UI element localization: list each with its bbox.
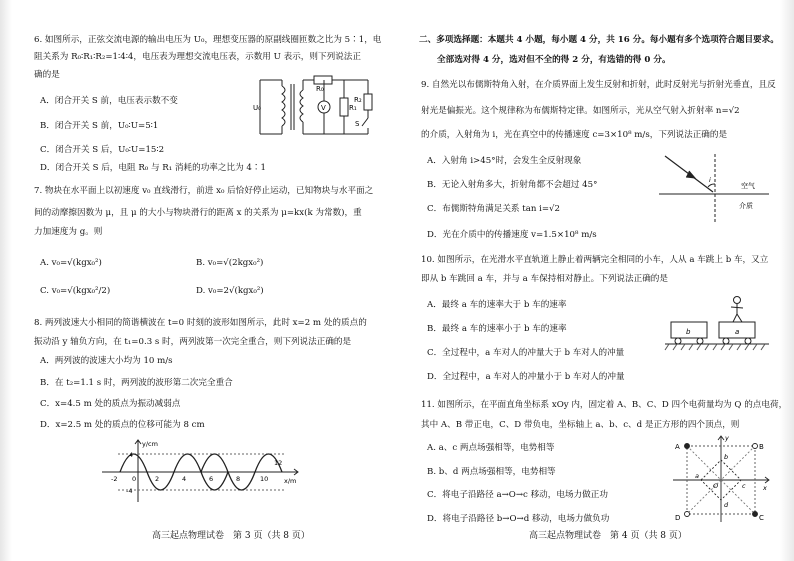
q8-option-d[interactable]: D．x=2.5 m 处的质点的位移可能为 8 cm	[40, 420, 205, 430]
q11-fig-a-label: a	[695, 472, 699, 480]
q7-stem-line1: 7. 物块在水平面上以初速度 v₀ 直线滑行，前进 x₀ 后恰好停止运动，已知物块与水平面之	[34, 186, 374, 196]
section-2-heading: 二、多项选择题：本题共 4 小题，每小题 4 分，共 16 分。每小题有多个选项符合题目要求。	[419, 35, 779, 45]
q11-option-b[interactable]: B. b、d 两点场强相等，电势相等	[427, 467, 556, 477]
q10-option-d[interactable]: D．全过程中，a 车对人的冲量小于 b 车对人的冲量	[427, 372, 625, 382]
q6-fig-u0-label: U₀	[253, 104, 261, 112]
q6-fig-s-label: S	[355, 120, 360, 128]
q6-fig-r1-label: R₁	[349, 104, 357, 112]
page-4	[397, 0, 794, 561]
q11-fig-b-label: b	[724, 453, 729, 461]
q9-option-a[interactable]: A．入射角 i>45°时，会发生全反射现象	[427, 156, 582, 166]
q11-fig-origin-label: O	[713, 482, 719, 490]
q11-fig-D-label: D	[675, 514, 681, 522]
page-3-footer: 高三起点物理试卷 第 3 页（共 8 页）	[152, 531, 310, 541]
q10-stem-line2: 即从 b 车跳回 a 车，并与 a 车保持相对静止。下列说法正确的是	[421, 274, 668, 284]
q9-option-c[interactable]: C．布儒斯特角满足关系 tan i=√2	[427, 204, 560, 214]
q6-fig-r0-label: R₀	[316, 85, 324, 93]
q11-fig-c-label: c	[742, 482, 746, 490]
q6-stem-line3: 确的是	[34, 70, 60, 80]
q6-stem-line1: 6. 如图所示，正弦交流电源的输出电压为 U₀，理想变压器的原副线圈匝数之比为 5∶1，电	[34, 35, 382, 45]
q10-carts-figure	[663, 294, 771, 354]
q9-option-b[interactable]: B．无论入射角多大，折射角都不会超过 45°	[427, 180, 598, 190]
q9-stem-line2: 射光是偏振光。这个规律称为布儒斯特定律。如图所示，光从空气射入折射率 n=√2	[421, 106, 740, 116]
q8-option-c[interactable]: C．x=4.5 m 处的质点为振动减弱点	[40, 399, 181, 409]
q10-option-a[interactable]: A．最终 a 车的速率大于 b 车的速率	[427, 300, 567, 310]
q11-fig-C-label: C	[759, 514, 764, 522]
q7-option-a[interactable]: A. v₀=√(kgx₀²)	[40, 258, 102, 268]
q11-option-a[interactable]: A. a、c 两点场强相等，电势相等	[427, 443, 555, 453]
q8-fig-xtick: -2	[111, 475, 118, 483]
q6-option-a[interactable]: A．闭合开关 S 前，电压表示数不变	[40, 96, 178, 106]
q11-charges-figure	[667, 432, 773, 524]
q10-option-b[interactable]: B．最终 a 车的速率小于 b 车的速率	[427, 324, 567, 334]
q9-option-d[interactable]: D．光在介质中的传播速度 v=1.5×10⁸ m/s	[427, 230, 597, 240]
q7-option-c[interactable]: C. v₀=√(kgx₀²/2)	[40, 286, 111, 296]
q8-fig-xtick: 6	[209, 475, 214, 483]
q8-fig-xtick: 4	[182, 475, 187, 483]
q9-stem-line3: 的介质，入射角为 i，光在真空中的传播速度 c=3×10⁸ m/s，下列说法正确的是	[421, 130, 728, 140]
q11-option-c[interactable]: C．将电子沿路径 a→O→c 移动，电场力做正功	[427, 490, 608, 500]
q7-option-b[interactable]: B. v₀=√(2kgx₀²)	[196, 258, 264, 268]
q8-stem-line2: 振动沿 y 轴负方向，在 t₁=0.3 s 时，两列波第一次完全重合，则下列说法正确的是	[34, 337, 352, 347]
q8-fig-ylabel: y/cm	[142, 440, 158, 448]
q8-fig-xtick: 12	[274, 459, 283, 467]
page-4-footer: 高三起点物理试卷 第 4 页（共 8 页）	[529, 531, 687, 541]
q6-fig-v-label: V	[321, 104, 326, 112]
q8-stem-line1: 8. 两列波速大小相同的简谐横波在 t=0 时刻的波形如图所示，此时 x=2 m 处的质点的	[34, 318, 367, 328]
q8-fig-ytick-neg4: -4	[126, 487, 133, 495]
q6-option-c[interactable]: C．闭合开关 S 后，U₀∶U=15∶2	[40, 145, 165, 155]
q8-fig-xtick: 2	[155, 475, 160, 483]
q11-fig-B-label: B	[759, 443, 764, 451]
q10-option-c[interactable]: C．全过程中，a 车对人的冲量大于 b 车对人的冲量	[427, 348, 625, 358]
q8-fig-xlabel: x/m	[284, 477, 297, 485]
q9-fig-air-label: 空气	[741, 182, 755, 190]
q8-fig-xtick: 8	[236, 475, 241, 483]
q9-fig-i-label: i	[709, 176, 711, 184]
q10-fig-cart-b-label: b	[686, 328, 691, 336]
q11-fig-x-label: x	[763, 484, 767, 492]
q6-fig-r2-label: R₂	[354, 96, 362, 104]
q8-option-b[interactable]: B．在 t₂=1.1 s 时，两列波的波形第二次完全重合	[40, 378, 233, 388]
q11-stem-line2: 其中 A、B 带正电，C、D 带负电，坐标轴上 a、b、c、d 是正方形的四个顶点，则	[421, 420, 740, 430]
q8-fig-ytick-4: 4	[129, 451, 134, 459]
q11-fig-d-label: d	[724, 501, 729, 509]
q8-fig-xtick: 0	[132, 475, 137, 483]
q8-option-a[interactable]: A．两列波的波速大小均为 10 m/s	[40, 356, 173, 366]
q7-stem-line2: 间的动摩擦因数为 μ，且 μ 的大小与物块滑行的距离 x 的关系为 μ=kx(k 为常数)，重	[34, 208, 362, 218]
q9-stem-line1: 9. 自然光以布儒斯特角入射，在介质界面上发生反射和折射，此时反射光与折射光垂直，且反	[421, 80, 776, 90]
q11-stem-line1: 11. 如图所示，在平面直角坐标系 xOy 内，固定着 A、B、C、D 四个电荷量均为 Q 的点电荷，	[421, 400, 788, 410]
section-2-scoring: 全部选对得 4 分，选对但不全的得 2 分，有选错的得 0 分。	[437, 55, 671, 65]
q8-fig-xtick: 10	[260, 475, 269, 483]
q6-option-d[interactable]: D．闭合开关 S 后，电阻 R₀ 与 R₁ 消耗的功率之比为 4∶1	[40, 163, 266, 173]
q6-stem-line2: 阻关系为 R₀∶R₁∶R₂=1∶4∶4，电压表为理想交流电压表，示数用 U 表示，则下列说法正	[34, 52, 361, 62]
q10-stem-line1: 10. 如图所示，在光滑水平直轨道上静止着两辆完全相同的小车，人从 a 车跳上 b 车，又立	[421, 255, 769, 265]
q7-stem-line3: 力加速度为 g。则	[34, 227, 103, 237]
q8-wave-figure	[98, 438, 308, 504]
q11-fig-A-label: A	[675, 443, 680, 451]
q11-fig-y-label: y	[725, 434, 729, 442]
q11-option-d[interactable]: D．将电子沿路径 b→O→d 移动，电场力做负功	[427, 514, 610, 524]
q9-fig-medium-label: 介质	[739, 202, 753, 210]
q10-fig-cart-a-label: a	[735, 328, 740, 336]
q6-option-b[interactable]: B．闭合开关 S 前，U₀∶U=5∶1	[40, 121, 159, 131]
q7-option-d[interactable]: D. v₀=2√(kgx₀²)	[196, 286, 264, 296]
q9-refraction-figure	[653, 150, 773, 226]
q6-transformer-circuit-figure	[252, 74, 376, 140]
